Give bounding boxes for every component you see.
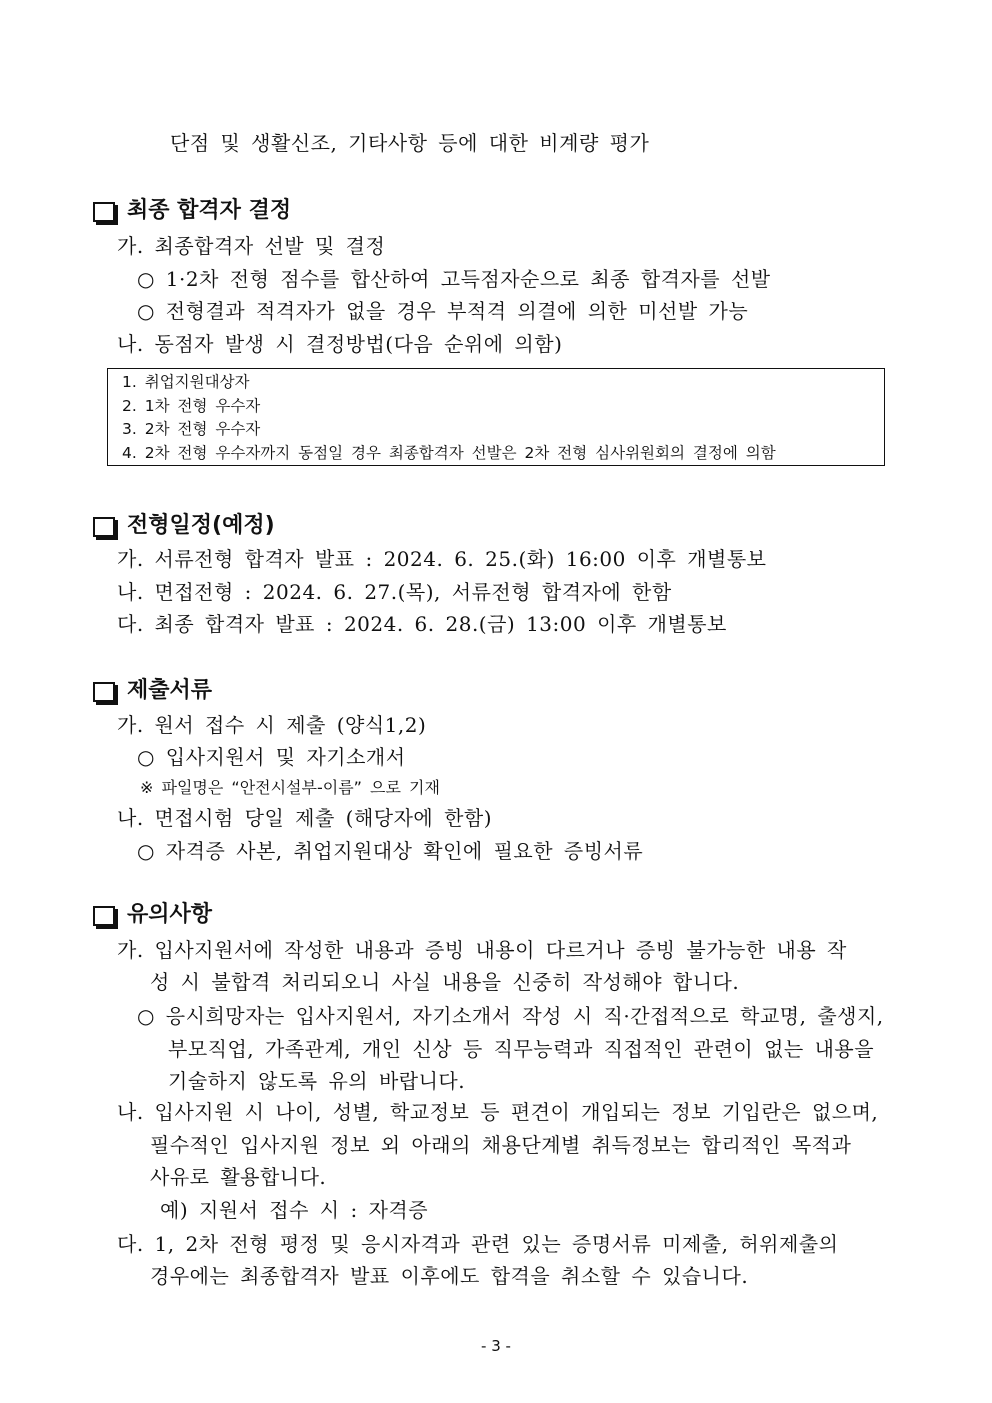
notes-item-a-line-2: 성 시 불합격 처리되오니 사실 내용을 신중히 작성해야 합니다. [150, 970, 740, 994]
section-heading-notes [93, 900, 212, 930]
checkbox-square-icon [93, 202, 115, 222]
notes-item-c-line-2: 경우에는 최종합격자 발표 이후에도 합격을 취소할 수 있습니다. [150, 1264, 749, 1288]
tie-rule-3: 3. 2차 전형 우수자 [122, 420, 261, 438]
section-title: 제출서류 [127, 678, 213, 703]
final-decision-item-b: 나. 동점자 발생 시 결정방법(다음 순위에 의함) [117, 332, 563, 356]
tie-rule-4: 4. 2차 전형 우수자까지 동점일 경우 최종합격자 선발은 2차 전형 심사위원회의 결정에 의함 [122, 443, 776, 462]
evaluation-continuation: 단점 및 생활신조, 기타사항 등에 대한 비계량 평가 [170, 131, 650, 155]
section-heading-schedule [93, 511, 275, 541]
section-title: 유의사항 [127, 902, 213, 927]
section-heading-final-decision [93, 196, 291, 226]
notes-item-b-line-2: 필수적인 입사지원 정보 외 아래의 채용단계별 취득정보는 합리적인 목적과 [150, 1133, 852, 1157]
notes-bullet-line-3: 기술하지 않도록 유의 바랍니다. [168, 1069, 466, 1093]
notes-bullet-line-1: ○ 응시희망자는 입사지원서, 자기소개서 작성 시 직·간접적으로 학교명, 출생지, [137, 1004, 884, 1028]
documents-filename-note: ※ 파일명은 “안전시설부-이름” 으로 기재 [140, 778, 440, 797]
page-number: - 3 - [481, 1337, 511, 1355]
documents-item-a: 가. 원서 접수 시 제출 (양식1,2) [117, 713, 427, 737]
final-decision-bullet-2: ○ 전형결과 적격자가 없을 경우 부적격 의결에 의한 미선발 가능 [137, 299, 749, 323]
schedule-item-a: 가. 서류전형 합격자 발표 : 2024. 6. 25.(화) 16:00 이후 개별통보 [117, 547, 767, 571]
documents-bullet-b: ○ 자격증 사본, 취업지원대상 확인에 필요한 증빙서류 [137, 839, 644, 863]
tie-rule-2: 2. 1차 전형 우수자 [122, 396, 261, 415]
schedule-item-c: 다. 최종 합격자 발표 : 2024. 6. 28.(금) 13:00 이후 개별통보 [117, 612, 727, 636]
section-title: 전형일정(예정) [127, 513, 275, 538]
checkbox-square-icon [93, 682, 115, 702]
final-decision-bullet-1: ○ 1·2차 전형 점수를 합산하여 고득점자순으로 최종 합격자를 선발 [137, 267, 771, 291]
notes-item-b-example: 예) 지원서 접수 시 : 자격증 [160, 1198, 429, 1222]
tie-break-rules-box [107, 368, 885, 466]
section-title: 최종 합격자 결정 [127, 198, 292, 223]
section-heading-documents [93, 676, 212, 706]
notes-item-c-line-1: 다. 1, 2차 전형 평정 및 응시자격과 관련 있는 증명서류 미제출, 허위제출의 [117, 1232, 839, 1256]
notes-bullet-line-2: 부모직업, 가족관계, 개인 신상 등 직무능력과 직접적인 관련이 없는 내용을 [168, 1037, 875, 1061]
notes-item-b-line-1: 나. 입사지원 시 나이, 성별, 학교정보 등 편견이 개입되는 정보 기입란은 없으며, [117, 1100, 879, 1124]
schedule-item-b: 나. 면접전형 : 2024. 6. 27.(목), 서류전형 합격자에 한함 [117, 580, 672, 604]
checkbox-square-icon [93, 906, 115, 926]
checkbox-square-icon [93, 517, 115, 537]
tie-rule-1: 1. 취업지원대상자 [122, 373, 250, 391]
final-decision-item-a: 가. 최종합격자 선발 및 결정 [117, 234, 386, 258]
notes-item-a-line-1: 가. 입사지원서에 작성한 내용과 증빙 내용이 다르거나 증빙 불가능한 내용 작 [117, 938, 847, 962]
notes-item-b-line-3: 사유로 활용합니다. [150, 1165, 327, 1189]
documents-item-b: 나. 면접시험 당일 제출 (해당자에 한함) [117, 806, 493, 830]
documents-bullet-a: ○ 입사지원서 및 자기소개서 [137, 745, 406, 769]
